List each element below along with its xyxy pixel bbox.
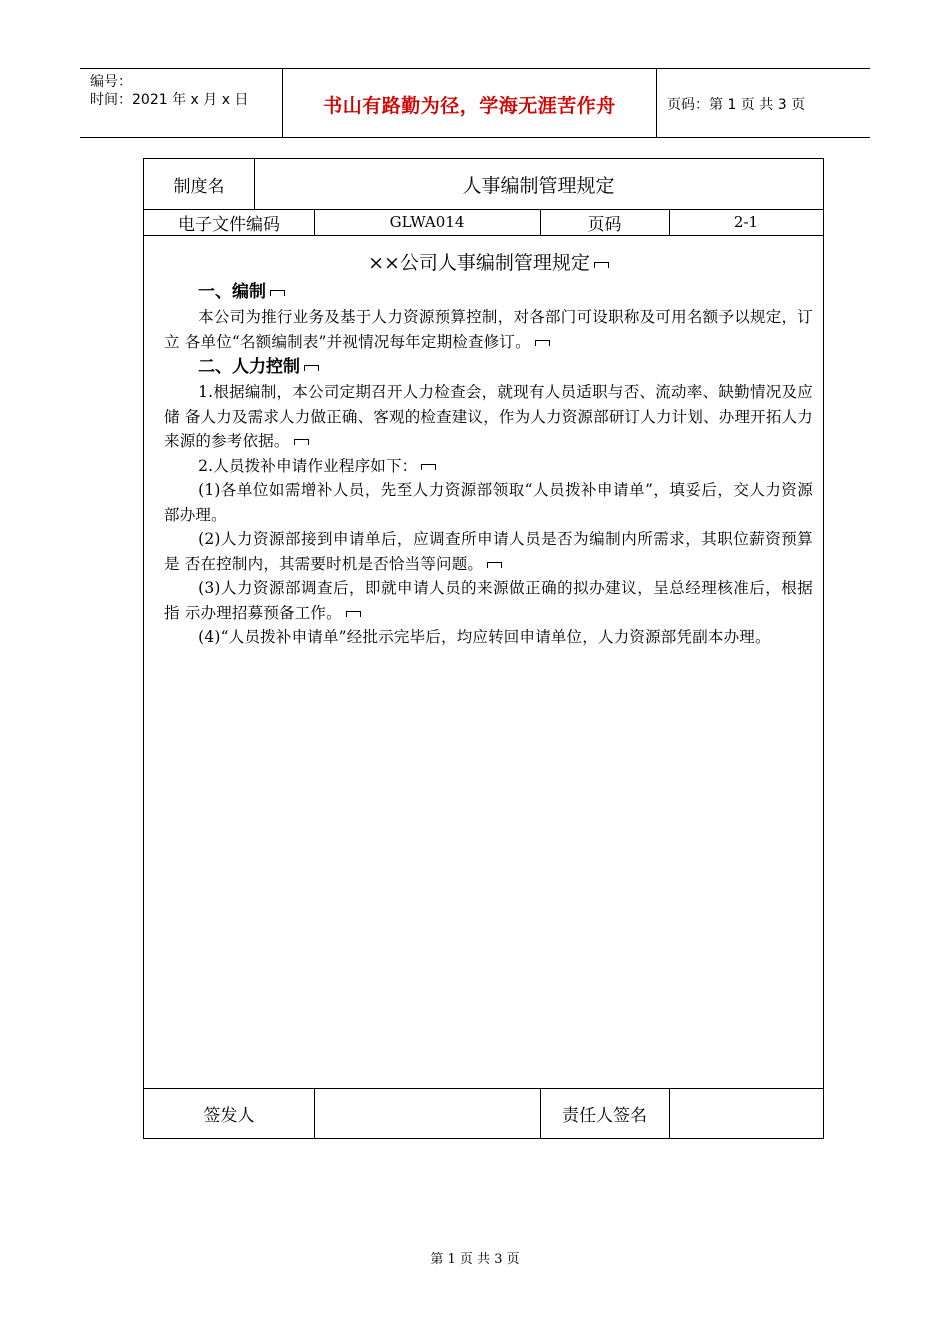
paragraph-text: 1.根据编制，本公司定期召开人力检查会，就现有人员适职与否、流动率、缺勤情况及应储 备人力及需求人力做正确、客观的检查建议，作为人力资源部研订人力计划、办理开拓人力 来源的参考依据。 xyxy=(164,383,813,450)
paragraph xyxy=(164,527,813,576)
paragraph-text: (4)“人员拨补申请单”经批示完毕后，均应转回申请单位，人力资源部凭副本办理。 xyxy=(198,628,771,646)
serial-label: 编号： xyxy=(90,74,132,90)
date-label: 时间：2021 年 x 月 x 日 xyxy=(90,92,249,108)
paragraph-mark-icon xyxy=(346,611,361,617)
header-page-cell xyxy=(657,69,870,137)
paragraph-text: (3)人力资源部调查后，即就申请人员的来源做正确的拟办建议，呈总经理核准后，根据指 示办理招募预备工作。 xyxy=(164,579,813,622)
file-code-label: 电子文件编码 xyxy=(178,214,280,235)
policy-form xyxy=(143,158,824,1139)
paragraph-mark-icon xyxy=(594,262,609,268)
section-heading xyxy=(164,354,813,380)
paragraph xyxy=(164,305,813,354)
issuer-label: 签发人 xyxy=(203,1105,255,1126)
policy-name-label: 制度名 xyxy=(173,176,225,197)
paragraph-mark-icon xyxy=(535,340,550,346)
header-meta xyxy=(80,69,282,137)
issuer-signature-field[interactable] xyxy=(314,1088,540,1138)
policy-content xyxy=(144,237,823,1087)
paragraph xyxy=(164,576,813,625)
section-heading-text: 一、编制 xyxy=(198,282,266,302)
paragraph xyxy=(164,478,813,527)
paragraph-text: 2.人员拨补申请作业程序如下： xyxy=(198,456,418,475)
page-label: 页码 xyxy=(587,214,622,235)
header-page-info: 页码：第 1 页 共 3 页 xyxy=(667,97,806,113)
policy-name-value: 人事编制管理规定 xyxy=(462,174,615,197)
section-heading xyxy=(164,279,813,305)
paragraph-text: (1)各单位如需增补人员，先至人力资源部领取“人员拨补申请单”，填妥后，交人力资源 部办理。 xyxy=(164,481,813,524)
responsible-signature-field[interactable] xyxy=(669,1088,823,1138)
paragraph-text: 本公司为推行业务及基于人力资源预算控制，对各部门可设职称及可用名额予以规定，订立 各单位“名额编制表”并视情况每年定期检查修订。 xyxy=(164,308,813,351)
paragraph xyxy=(164,380,813,454)
file-code-value: GLWA014 xyxy=(389,213,465,231)
document-title xyxy=(164,247,813,279)
header-motto-cell xyxy=(282,69,657,137)
paragraph xyxy=(164,454,813,479)
row-divider xyxy=(144,235,823,236)
paragraph-mark-icon xyxy=(487,562,502,568)
paragraph-mark-icon xyxy=(421,464,436,470)
motto-text: 书山有路勤为径，学海无涯苦作舟 xyxy=(323,95,616,117)
document-title-text: ××公司人事编制管理规定 xyxy=(368,252,590,274)
paragraph-text: (2)人力资源部接到申请单后，应调查所申请人员是否为编制内所需求，其职位薪资预算是 否在控制内，其需要时机是否恰当等问题。 xyxy=(164,530,813,573)
paragraph-mark-icon xyxy=(294,439,309,445)
paragraph xyxy=(164,625,813,650)
paragraph-mark-icon xyxy=(270,290,285,296)
page-header xyxy=(80,68,870,138)
page-footer: 第 1 页 共 3 页 xyxy=(430,1252,520,1267)
section-heading-text: 二、人力控制 xyxy=(198,357,300,377)
page-value: 2-1 xyxy=(733,213,759,231)
paragraph-mark-icon xyxy=(304,365,319,371)
responsible-signature-label: 责任人签名 xyxy=(562,1105,647,1126)
